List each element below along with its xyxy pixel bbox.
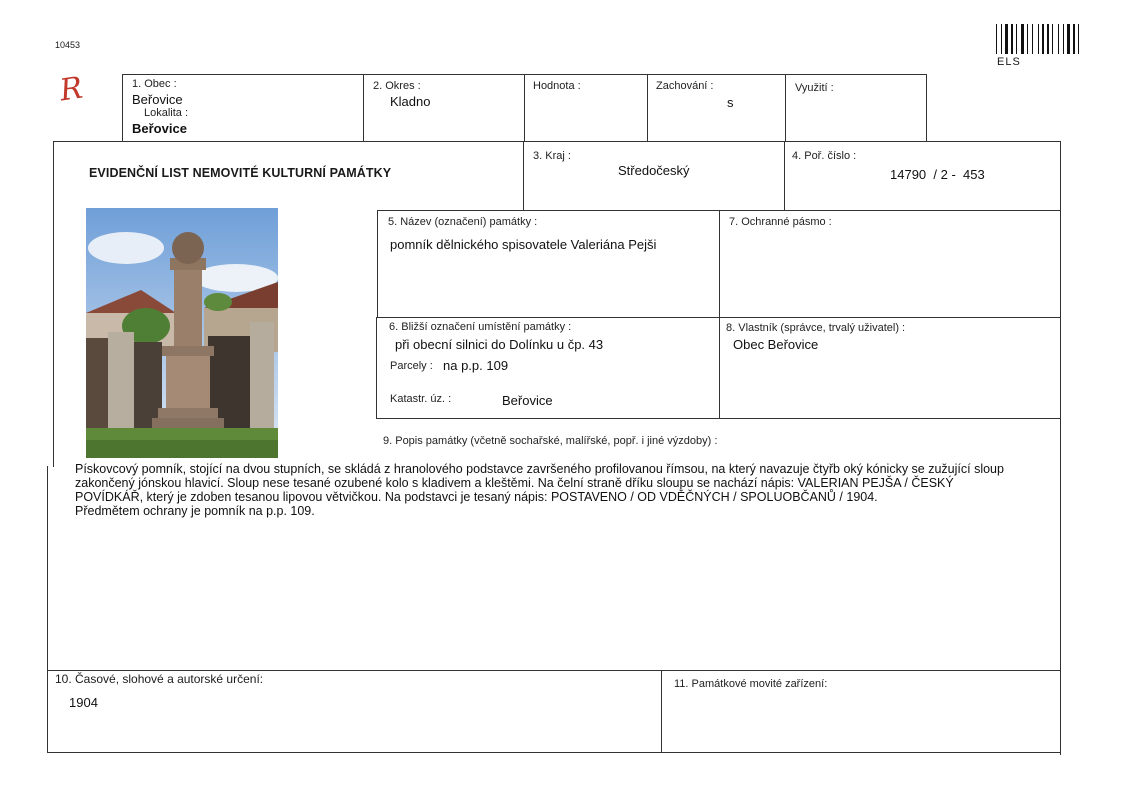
popis-label: 9. Popis památky (včetně sochařské, malířské, popř. i jiné výzdoby) : xyxy=(383,435,718,447)
popis-line: zakončený jónskou hlavicí. Sloup nese tesané ozubené kolo s kladivem a kleštěmi. Na čelní straně dříku sloupu se nachází nápis: VALERIAN PEJŠA / ČESKÝ xyxy=(75,476,954,490)
document-number: 10453 xyxy=(55,40,81,50)
handwritten-mark: R xyxy=(57,70,85,109)
popis-line: POVÍDKÁŘ, který je zdoben tesanou lipovou větvičkou. Na podstavci je tesaný nápis: POSTAVENO / OD VDĚČNÝCH / SPOLUOBČANŮ / 1904. xyxy=(75,490,878,504)
hodnota-label: Hodnota : xyxy=(533,80,581,92)
kraj-label: 3. Kraj : xyxy=(533,150,571,162)
zachovani-value: s xyxy=(727,95,734,110)
zachovani-label: Zachování : xyxy=(656,80,714,92)
lokalita-label: Lokalita : xyxy=(144,107,189,119)
popis-line: Předmětem ochrany je pomník na p.p. 109. xyxy=(75,504,315,518)
okres-value: Kladno xyxy=(390,94,431,109)
popis-line: Pískovcový pomník, stojící na dvou stupních, se skládá z hranolového podstavce završeného profilovanou římsou, na který navazuje čtyřb oký kónicky se zužující sloup xyxy=(75,462,1004,476)
por-cislo-value: 14790 / 2 - 453 xyxy=(890,167,985,182)
ochranne-pasmo-label: 7. Ochranné pásmo : xyxy=(729,216,832,228)
katastr-label: Katastr. úz. : xyxy=(390,393,452,405)
casove-label: 10. Časové, slohové a autorské určení: xyxy=(55,672,264,686)
obec-value: Beřovice xyxy=(132,92,183,107)
por-cislo-label: 4. Poř. číslo : xyxy=(792,150,857,162)
umisteni-label: 6. Bližší označení umístění památky : xyxy=(389,321,572,333)
movite-label: 11. Památkové movité zařízení: xyxy=(674,678,828,690)
nazev-label: 5. Název (označení) památky : xyxy=(388,216,538,228)
umisteni-value: při obecní silnici do Dolínku u čp. 43 xyxy=(395,337,604,352)
kraj-value: Středočeský xyxy=(618,163,690,178)
obec-label: 1. Obec : xyxy=(132,78,177,90)
nazev-value: pomník dělnického spisovatele Valeriána Pejši xyxy=(390,237,657,252)
vlastnik-value: Obec Beřovice xyxy=(733,337,819,352)
parcely-label: Parcely : xyxy=(390,360,433,372)
vlastnik-label: 8. Vlastník (správce, trvalý uživatel) : xyxy=(726,322,906,334)
katastr-value: Beřovice xyxy=(502,393,553,408)
lokalita-value: Beřovice xyxy=(132,121,187,136)
okres-label: 2. Okres : xyxy=(373,80,421,92)
popis-text xyxy=(75,462,1055,518)
casove-value: 1904 xyxy=(69,695,98,710)
parcely-value: na p.p. 109 xyxy=(443,358,509,373)
barcode-label: ELS xyxy=(997,56,1021,68)
form-title: EVIDENČNÍ LIST NEMOVITÉ KULTURNÍ PAMÁTKY xyxy=(89,166,392,180)
barcode-icon xyxy=(996,24,1082,54)
vyuziti-label: Využití : xyxy=(795,82,834,94)
monument-photo xyxy=(86,208,278,458)
